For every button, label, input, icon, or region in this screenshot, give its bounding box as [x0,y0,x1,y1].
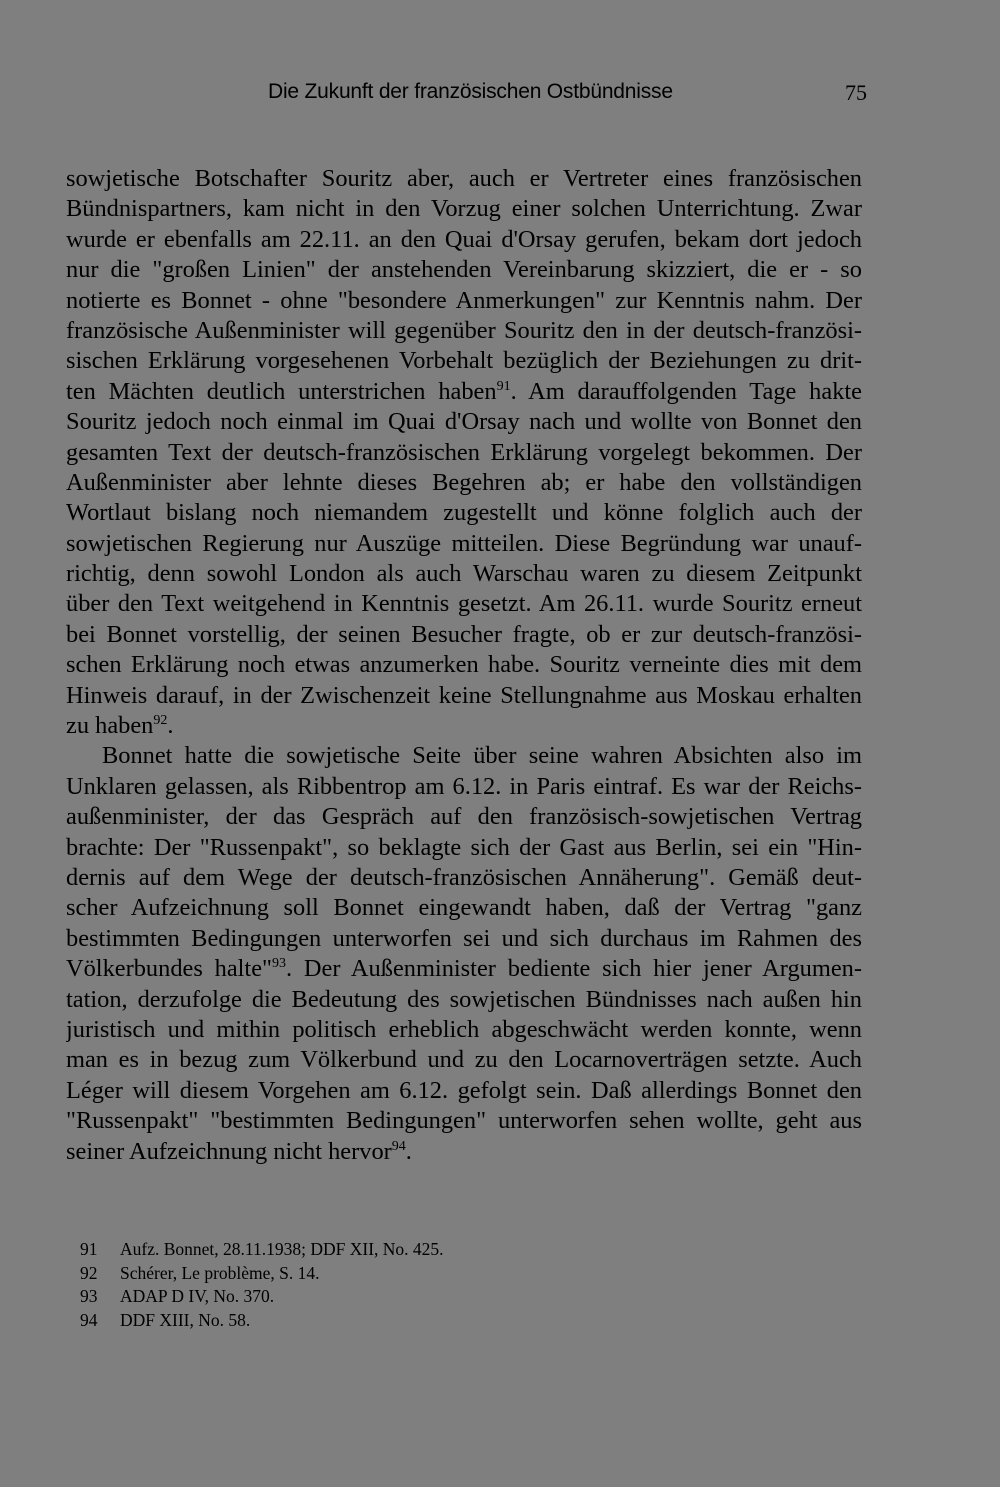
text-line: Bonnet hatte die sowjetische Seite über seine wahren Absichten also im [102,742,862,770]
text-line: Bündnispartners, kam nicht in den Vorzug einer solchen Unterrichtung. Zwar [66,195,862,223]
footnote-reference: 91 [496,378,511,394]
footnote-number: 93 [80,1286,98,1307]
text-line: tation, derzufolge die Bedeutung des sowjetischen Bündnisses nach außen hin [66,985,862,1013]
text-line: Außenminister aber lehnte dieses Begehren ab; er habe den vollständigen [66,468,862,496]
text-line: sowjetische Botschafter Souritz aber, auch er Vertreter eines französischen [66,165,862,192]
footnote-reference: 94 [391,1138,406,1154]
text-line: Souritz jedoch noch einmal im Quai d'Orsay nach und wollte von Bonnet den [66,408,862,436]
paragraph [66,164,862,741]
text-line: über den Text weitgehend in Kenntnis gesetzt. Am 26.11. wurde Souritz erneut [66,590,862,618]
footnote-reference: 93 [272,956,286,972]
footnotes [80,1238,680,1333]
footnote-text: ADAP D IV, No. 370. [120,1286,275,1307]
footnote-number: 94 [80,1310,98,1331]
text-line: richtig, denn sowohl London als auch Warschau waren zu diesem Zeitpunkt [66,560,862,588]
footnote-text: DDF XIII, No. 58. [120,1310,251,1331]
footnote [80,1309,680,1333]
text-line: nur die "großen Linien" der anstehenden Vereinbarung skizziert, die er - so [66,256,862,284]
text-line: Völkerbundes halte"$^{93}$. Der Außenminister bediente sich hier jener Argumen- [66,955,862,983]
text-line: bei Bonnet vorstellig, der seinen Besucher fragte, ob er zur deutsch-französi- [66,620,862,648]
text-line: gesamten Text der deutsch-französischen Erklärung vorgelegt bekommen. Der [66,438,862,466]
page-number: 75 [845,80,867,105]
text-line: schen Erklärung noch etwas anzumerken habe. Souritz verneinte dies mit dem [66,651,862,679]
text-line: zu haben$^{92}$. [66,712,174,740]
text-line: Wortlaut bislang noch niemandem zugestellt und könne folglich auch der [66,499,862,527]
footnote-text: Schérer, Le problème, S. 14. [120,1262,320,1283]
text-line: wurde er ebenfalls am 22.11. an den Quai d'Orsay gerufen, bekam dort jedoch [66,225,862,253]
text-line: seiner Aufzeichnung nicht hervor$^{94}$. [66,1137,412,1165]
text-line: sischen Erklärung vorgesehenen Vorbehalt bezüglich der Beziehungen zu drit- [66,347,862,375]
footnote [80,1238,680,1262]
text-line: Unklaren gelassen, als Ribbentrop am 6.12. in Paris eintraf. Es war der Reichs- [66,772,862,800]
footnote [80,1262,680,1286]
text-line: sowjetischen Regierung nur Auszüge mitteilen. Diese Begründung war unauf- [66,529,862,557]
text-line: Hinweis darauf, in der Zwischenzeit keine Stellungnahme aus Moskau erhalten [66,681,862,709]
footnote [80,1285,680,1309]
running-title: Die Zukunft der französischen Ostbündnisse [268,80,673,103]
text-line: notierte es Bonnet - ohne "besondere Anmerkungen" zur Kenntnis nahm. Der [66,286,862,314]
text-line: Léger will diesem Vorgehen am 6.12. gefolgt sein. Daß allerdings Bonnet den [66,1076,862,1104]
paragraph [66,741,862,1166]
text-line: brachte: Der "Russenpakt", so beklagte sich der Gast aus Berlin, sei ein "Hin- [66,833,862,861]
text-line: "Russenpakt" "bestimmten Bedingungen" unterworfen sehen wollte, geht aus [66,1107,862,1135]
text-line: außenminister, der das Gespräch auf den französisch-sowjetischen Vertrag [66,803,862,831]
page-header [0,80,1000,110]
footnote-number: 92 [80,1262,98,1283]
text-line: juristisch und mithin politisch erheblich abgeschwächt werden konnte, wenn [66,1015,862,1043]
footnote-text: Aufz. Bonnet, 28.11.1938; DDF XII, No. 425. [120,1239,444,1259]
text-line: ten Mächten deutlich unterstrichen haben$^{91}$. Am darauffolgenden Tage hakte [66,377,862,405]
text-line: dernis auf dem Wege der deutsch-französischen Annäherung". Gemäß deut- [66,863,862,891]
body-text [66,164,862,1167]
text-line: französische Außenminister will gegenüber Souritz den in der deutsch-französi- [66,316,862,344]
footnote-reference: 92 [153,713,168,729]
text-line: bestimmten Bedingungen unterworfen sei und sich durchaus im Rahmen des [66,924,862,952]
text-line: scher Aufzeichnung soll Bonnet eingewandt haben, daß der Vertrag "ganz [66,894,862,922]
text-line: man es in bezug zum Völkerbund und zu den Locarnoverträgen setzte. Auch [66,1046,862,1074]
footnote-number: 91 [80,1239,98,1259]
